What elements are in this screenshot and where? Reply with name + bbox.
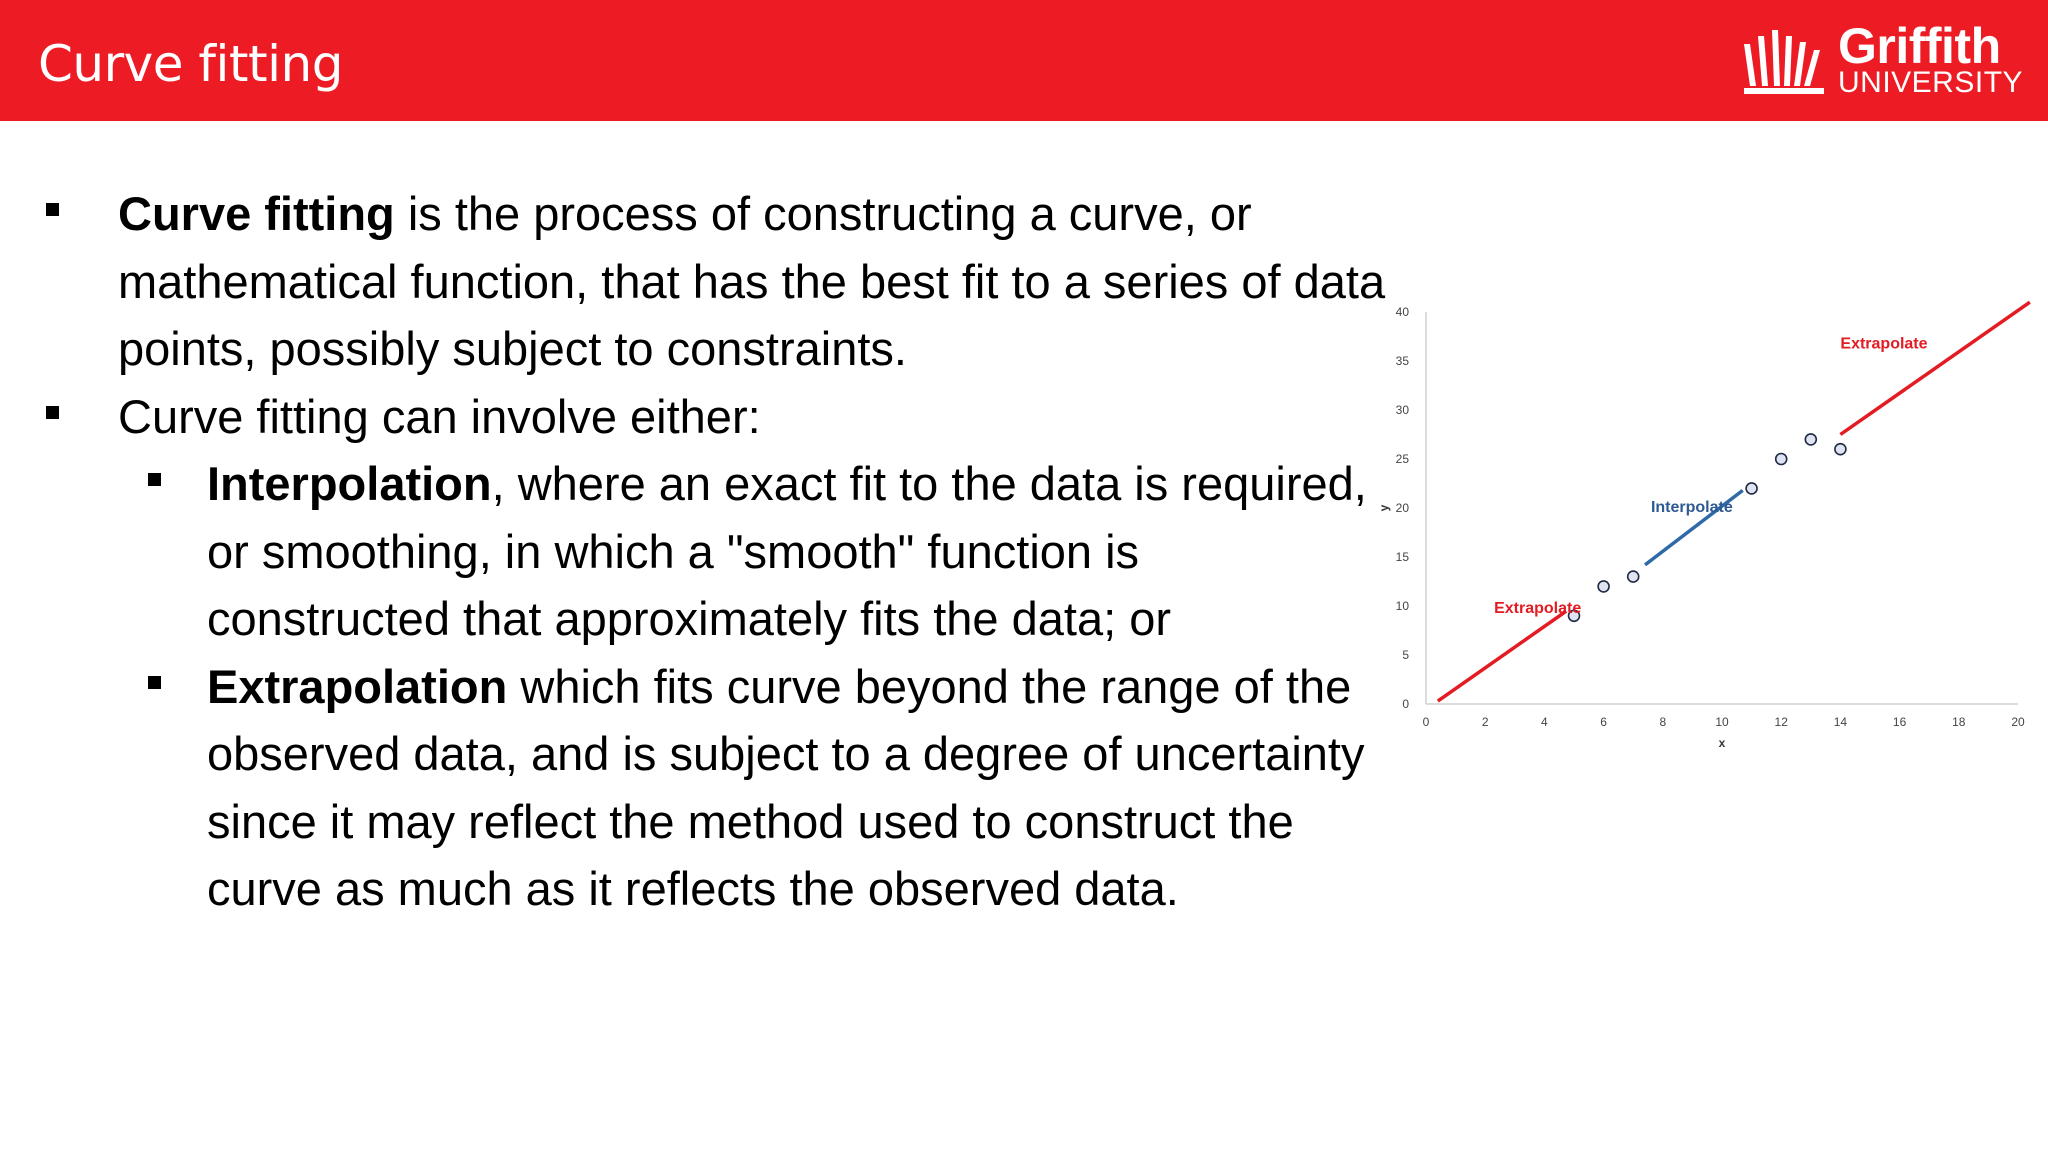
- slide-header: [0, 0, 2048, 121]
- griffith-logo: [1740, 18, 2024, 100]
- y-tick-label: 35: [1395, 354, 1409, 368]
- data-point: [1776, 454, 1787, 465]
- bullet-square-icon: [46, 203, 59, 216]
- x-tick-label: 6: [1600, 715, 1607, 729]
- griffith-flame-icon: [1740, 22, 1836, 100]
- data-point: [1628, 571, 1639, 582]
- y-tick-label: 25: [1395, 452, 1409, 466]
- annotation-label: Interpolate: [1650, 498, 1733, 516]
- fit-line-extrapolate: [1840, 302, 2029, 434]
- logo-subtitle: UNIVERSITY: [1838, 66, 2024, 99]
- definition-text: is the process of constructing a curve, or mathematical function, that has the best fit to a series of data points, possibly subject to constraints.: [118, 187, 1386, 375]
- x-tick-label: 10: [1715, 715, 1729, 729]
- x-tick-label: 4: [1541, 715, 1548, 729]
- data-point: [1805, 434, 1816, 445]
- bullet-square-icon: [148, 676, 161, 689]
- bullet-interpolation: [0, 450, 1390, 653]
- x-tick-label: 18: [1952, 715, 1966, 729]
- y-tick-label: 30: [1395, 403, 1409, 417]
- bullet-square-icon: [46, 406, 59, 419]
- x-tick-label: 0: [1422, 715, 1430, 729]
- x-tick-label: 2: [1481, 715, 1489, 729]
- annotation-label: Extrapolate: [1494, 599, 1582, 617]
- x-tick-label: 14: [1833, 715, 1848, 729]
- y-tick-label: 40: [1395, 305, 1409, 319]
- term-extrapolation: Extrapolation: [207, 659, 508, 713]
- x-tick-label: 12: [1774, 715, 1788, 729]
- fit-line-extrapolate: [1438, 612, 1565, 701]
- slide-title: Curve fitting: [38, 35, 343, 93]
- y-tick-label: 5: [1402, 648, 1409, 662]
- slide-content: [0, 180, 1390, 923]
- extrapolation-text: which fits curve beyond the range of the observed data, and is subject to a degree of uncertainty since it may reflect the method used to construct the curve as much as it reflects the observed data.: [207, 659, 1365, 915]
- data-point: [1746, 483, 1757, 494]
- term-interpolation: Interpolation: [207, 457, 492, 510]
- interpolation-text: , where an exact fit to the data is required, or smoothing, in which a "smooth" function is constructed that approximately fits the data; or: [207, 457, 1367, 645]
- involve-text: Curve fitting can involve either:: [118, 389, 761, 443]
- annotation-label: Extrapolate: [1840, 335, 1928, 353]
- curve-fitting-chart: [1370, 290, 2042, 770]
- data-point: [1598, 581, 1609, 592]
- x-tick-label: 16: [1892, 715, 1907, 729]
- y-tick-label: 0: [1402, 697, 1409, 711]
- x-tick-label: 20: [2011, 715, 2025, 729]
- y-tick-label: 20: [1395, 501, 1409, 515]
- bullet-curve-fitting: [0, 180, 1390, 383]
- y-axis-label: y: [1377, 504, 1391, 512]
- logo-wordmark: Griffith: [1838, 18, 2001, 74]
- x-axis-label: x: [1718, 736, 1726, 750]
- x-tick-label: 8: [1659, 715, 1667, 729]
- bullet-extrapolation: [0, 653, 1390, 923]
- bullet-involve-either: [0, 383, 1390, 451]
- term-curve-fitting: Curve fitting: [118, 187, 395, 240]
- y-tick-label: 15: [1395, 550, 1409, 564]
- y-tick-label: 10: [1395, 599, 1409, 613]
- data-point: [1835, 444, 1846, 455]
- bullet-square-icon: [148, 473, 161, 486]
